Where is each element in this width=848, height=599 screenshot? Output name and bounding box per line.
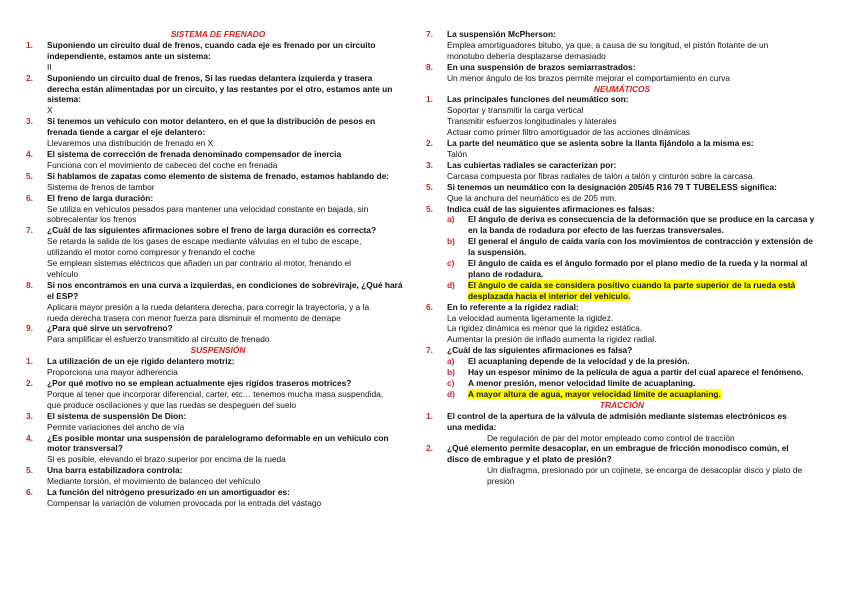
answer-text: Porque al tener que incorporar diferencial, carter, etc… tenemos mucha masa suspendida, xyxy=(47,388,384,399)
answer-text: La velocidad aumenta ligeramente la rigidez. xyxy=(447,312,614,323)
answer-text: Para amplificar el esfuerzo transmitido al circuito de frenado xyxy=(47,334,270,345)
question-item xyxy=(426,160,818,182)
answer-text: Un menor ángulo de los brazos permite mejorar el comportamiento en curva xyxy=(447,72,731,83)
answer-text: Un diafragma, presionado por un cojinete, se encarga de desacoplar disco y plato de xyxy=(487,465,803,476)
answer-text: Funciona con el movimiento de cabeceo del coche en frenada xyxy=(47,159,278,170)
question-text: En lo referente a la rigidez radial: xyxy=(447,301,579,312)
question-text: independiente, estamos ante un sistema: xyxy=(47,50,211,61)
question-number: 3. xyxy=(26,410,33,421)
question-item xyxy=(426,62,818,84)
question-item xyxy=(26,116,410,149)
answer-text: X xyxy=(47,105,53,116)
question-item xyxy=(26,193,410,226)
answer-text: presión xyxy=(487,476,515,487)
answer-text: Aplicara mayor presión a la rueda delantera derecha, para corregir la trayectoria, y a la xyxy=(47,301,370,312)
question-item xyxy=(26,465,410,487)
question-number: 1. xyxy=(426,94,433,105)
question-text: El control de la apertura de la válvula de admisión mediante sistemas electrónicos es xyxy=(447,410,787,421)
answer-text: Permite variaciones del ancho de vía xyxy=(47,421,185,432)
option-text: El ángulo de deriva es consecuencia de la deformación que se produce en la carcasa y xyxy=(468,214,815,225)
question-number: 6. xyxy=(426,301,433,312)
question-item xyxy=(26,487,410,509)
question-text: El sistema de suspensión De Dion: xyxy=(47,410,187,421)
answer-text: Proporciona una mayor adherencia xyxy=(47,367,178,378)
option-text: El general el ángulo de caída varía con los movimientos de contracción y extensión de xyxy=(468,236,813,247)
question-text: ¿Es posible montar una suspensión de paralelogramo deformable en un vehículo con xyxy=(47,432,389,443)
question-text: Indica cuál de las siguientes afirmaciones es falsas: xyxy=(447,203,655,214)
question-text: ¿Para qué sirve un servofreno? xyxy=(47,323,173,334)
question-text: Si nos encontramos en una curva a izquierdas, en condiciones de sobreviraje, ¿Qué hará xyxy=(47,279,403,290)
question-text: Si tenemos un vehículo con motor delantero, en el que la distribución de pesos en xyxy=(47,116,376,127)
section-title-traccion: TRACCIÓN xyxy=(599,399,645,410)
answer-option xyxy=(426,280,818,302)
question-text: ¿Cuál de las siguientes afirmaciones es falsa? xyxy=(447,345,633,356)
option-text xyxy=(468,389,818,400)
answer-option xyxy=(426,258,818,280)
question-number: 4. xyxy=(26,432,33,443)
question-number: 3. xyxy=(426,159,433,170)
answer-option xyxy=(426,378,818,389)
question-text: La utilización de un eje rígido delantero motriz: xyxy=(47,356,235,367)
answer-text: rueda derecha trasera con menor fuerza para disminuir el momento de derrape xyxy=(47,312,341,323)
question-number: 1. xyxy=(26,356,33,367)
question-number: 1. xyxy=(426,410,433,421)
answer-text: Actuar como primer filtro amortiguador de las acciones dinámicas xyxy=(447,127,690,138)
question-item xyxy=(26,40,410,73)
question-item xyxy=(426,345,818,356)
answer-text: Emplea amortiguadores bitubo, ya que, a causa de su longitud, el pistón flotante de un xyxy=(447,39,769,50)
answer-text: II xyxy=(47,61,52,72)
option-text: Hay un espesor mínimo de la película de agua a partir del cual aparece el fenómeno. xyxy=(468,367,804,378)
right-column xyxy=(426,29,818,487)
question-item xyxy=(26,73,410,117)
question-number: 5. xyxy=(26,465,33,476)
highlighted-option-text: El ángulo de caída se considera positivo cuando la parte superior de la rueda está xyxy=(468,279,796,290)
highlighted-option-text: desplazada hacia el interior del vehículo. xyxy=(468,290,631,301)
question-number: 2. xyxy=(26,72,33,83)
option-text: A menor presión, menor velocidad límite de acuaplaning. xyxy=(468,378,696,388)
question-text: Suponiendo un circuito dual de frenos, cuando cada eje es frenado por un circuito xyxy=(47,39,376,50)
traccion-questions xyxy=(426,411,818,487)
question-number: 8. xyxy=(426,61,433,72)
question-text: derecha están alimentadas por un circuito, y las restantes por el otro, estamos ante un xyxy=(47,83,393,94)
question-item xyxy=(426,204,818,215)
option-label: b) xyxy=(447,236,455,247)
question-item xyxy=(26,378,410,411)
question-number: 7. xyxy=(426,29,433,39)
question-text: ¿Por qué motivo no se emplean actualmente ejes rígidos traseros motrices? xyxy=(47,378,352,388)
question-text: sistema: xyxy=(47,94,81,105)
answer-option xyxy=(426,236,818,258)
question-text: La parte del neumático que se asienta sobre la llanta fijándolo a la misma es: xyxy=(447,138,754,149)
answer-text: Que la anchura del neumático es de 205 mm. xyxy=(447,192,617,203)
option-label: b) xyxy=(447,367,455,378)
option-text: en la banda de rodadura por efecto de las fuerzas transversales. xyxy=(468,225,724,236)
question-item xyxy=(26,433,410,466)
question-item xyxy=(26,171,410,193)
answer-text: Llevaremos una distribución de frenado en X xyxy=(47,138,214,149)
question-text: ¿Cuál de las siguientes afirmaciones sobre el freno de larga duración es correcta? xyxy=(47,225,377,236)
answer-text: Aumentar la presión de inflado aumenta la rigidez radial. xyxy=(447,334,657,345)
answer-text: Soportar y transmitir la carga vertical xyxy=(447,105,584,116)
answer-text: Se emplean sistemas eléctricos que añaden un par contrario al motor, frenando el xyxy=(47,258,352,269)
question-item xyxy=(426,94,818,138)
question-item xyxy=(426,302,818,346)
section-title-frenado: SISTEMA DE FRENADO xyxy=(170,29,266,39)
question-number: 3. xyxy=(26,116,33,127)
question-number: 5. xyxy=(426,203,433,214)
question-number: 8. xyxy=(26,279,33,290)
answer-text: De regulación de par del motor empleado como control de tracción xyxy=(487,432,735,443)
question-text: disco de embrague y el plato de presión? xyxy=(447,454,612,465)
answer-text: Sistema de frenos de tambor xyxy=(47,181,155,192)
answer-text: Se retarda la salida de los gases de escape mediante válvulas en el tubo de escape, xyxy=(47,236,362,247)
suspension-questions-continued xyxy=(426,29,818,84)
answer-text: Se utiliza en vehículos pesados para mantener una velocidad constante en bajada, sin xyxy=(47,203,369,214)
question-text: frenada tiende a cargar el eje delantero: xyxy=(47,127,206,138)
left-column xyxy=(26,29,410,509)
question-item xyxy=(426,443,818,487)
option-label: c) xyxy=(447,378,455,388)
question-text: ¿Qué elemento permite desacoplar, en un embrague de fricción monodisco común, el xyxy=(447,443,789,454)
question-number: 6. xyxy=(26,192,33,203)
answer-text: Si es posible, elevando el brazo superior por encima de la rueda xyxy=(47,454,286,465)
question-item xyxy=(26,225,410,280)
question-text: El freno de larga duración: xyxy=(47,192,154,203)
question-text: El sistema de corrección de frenada denominado compensador de inercia xyxy=(47,148,342,159)
question-text: motor transversal? xyxy=(47,443,123,454)
answer-text: utilizando el motor como compresor y frenando el coche xyxy=(47,247,256,258)
answer-text: Carcasa compuesta por fibras radiales de talón a talón y cinturón sobre la carcasa. xyxy=(447,170,755,181)
neumaticos-questions xyxy=(426,94,818,399)
option-text: la suspensión. xyxy=(468,247,527,258)
answer-text: Talón xyxy=(447,148,468,159)
question-text: La función del nitrógeno presurizado en un amortiguador es: xyxy=(47,487,290,498)
question-text: Las cubiertas radiales se caracterizan por: xyxy=(447,159,617,170)
highlighted-option-text: A mayor altura de agua, mayor velocidad límite de acuaplaning. xyxy=(468,388,721,399)
option-label: a) xyxy=(447,214,455,225)
question-text: el ESP? xyxy=(47,290,79,301)
question-item xyxy=(426,138,818,160)
option-text: plano de rodadura. xyxy=(468,268,544,279)
question-item xyxy=(426,182,818,204)
option-text: El acuaplaning depende de la velocidad y de la presión. xyxy=(468,356,690,367)
section-title-suspension: SUSPENSIÓN xyxy=(190,345,246,356)
question-item xyxy=(26,149,410,171)
answer-text: monotubo debería desplazarse demasiado xyxy=(447,50,606,61)
section-title-neumaticos: NEUMÁTICOS xyxy=(593,83,651,94)
question-item xyxy=(426,29,818,62)
answer-option xyxy=(426,389,818,400)
answer-option xyxy=(426,367,818,378)
question-number: 2. xyxy=(26,378,33,388)
option-label: a) xyxy=(447,356,455,367)
option-text xyxy=(468,280,818,291)
question-text: La suspensión McPherson: xyxy=(447,29,556,39)
option-label: c) xyxy=(447,258,455,269)
question-text: Una barra estabilizadora controla: xyxy=(47,465,183,476)
answer-text: sobrecalentar los frenos xyxy=(47,214,137,225)
question-text: Si hablamos de zapatas como elemento de sistema de frenado, estamos hablando de: xyxy=(47,170,390,181)
answer-option xyxy=(426,214,818,236)
answer-text: Compensar la variación de volumen provocada por la entrada del vástago xyxy=(47,497,322,508)
option-label: d) xyxy=(447,388,455,399)
answer-text: que produce oscilaciones y que las ruedas se despeguen del suelo xyxy=(47,399,297,410)
question-number: 7. xyxy=(26,225,33,236)
answer-text: vehículo xyxy=(47,268,79,279)
option-text xyxy=(468,291,818,302)
question-text: Si tenemos un neumático con la designación 205/45 R16 79 T TUBELESS significa: xyxy=(447,181,777,192)
question-number: 6. xyxy=(26,487,33,498)
question-number: 2. xyxy=(426,443,433,454)
option-label: d) xyxy=(447,279,455,290)
question-item xyxy=(26,280,410,324)
suspension-questions xyxy=(26,356,410,509)
question-text: una medida: xyxy=(447,421,497,432)
question-item xyxy=(426,411,818,444)
question-item xyxy=(26,323,410,345)
answer-option xyxy=(426,356,818,367)
answer-text: Transmitir esfuerzos longitudinales y laterales xyxy=(447,116,617,127)
question-number: 5. xyxy=(26,170,33,181)
question-number: 7. xyxy=(426,345,433,356)
question-number: 5. xyxy=(426,181,433,192)
question-text: Las principales funciones del neumático son: xyxy=(447,94,629,105)
question-number: 4. xyxy=(26,148,33,159)
question-item xyxy=(26,356,410,378)
frenado-questions xyxy=(26,40,410,345)
question-number: 1. xyxy=(26,39,33,50)
question-text: En una suspensión de brazos semiarrastrados: xyxy=(447,61,636,72)
answer-text: La rigidez dinámica es menor que la rigidez estática. xyxy=(447,323,643,334)
option-text: El ángulo de caída es el ángulo formado por el plano medio de la rueda y la normal al xyxy=(468,258,808,269)
question-number: 9. xyxy=(26,323,33,334)
question-text: Suponiendo un circuito dual de frenos, Si las ruedas delantera izquierda y trasera xyxy=(47,72,373,83)
question-number: 2. xyxy=(426,138,433,149)
answer-text: Mediante torsión, el movimiento de balanceo del vehículo xyxy=(47,476,261,487)
question-item xyxy=(26,411,410,433)
